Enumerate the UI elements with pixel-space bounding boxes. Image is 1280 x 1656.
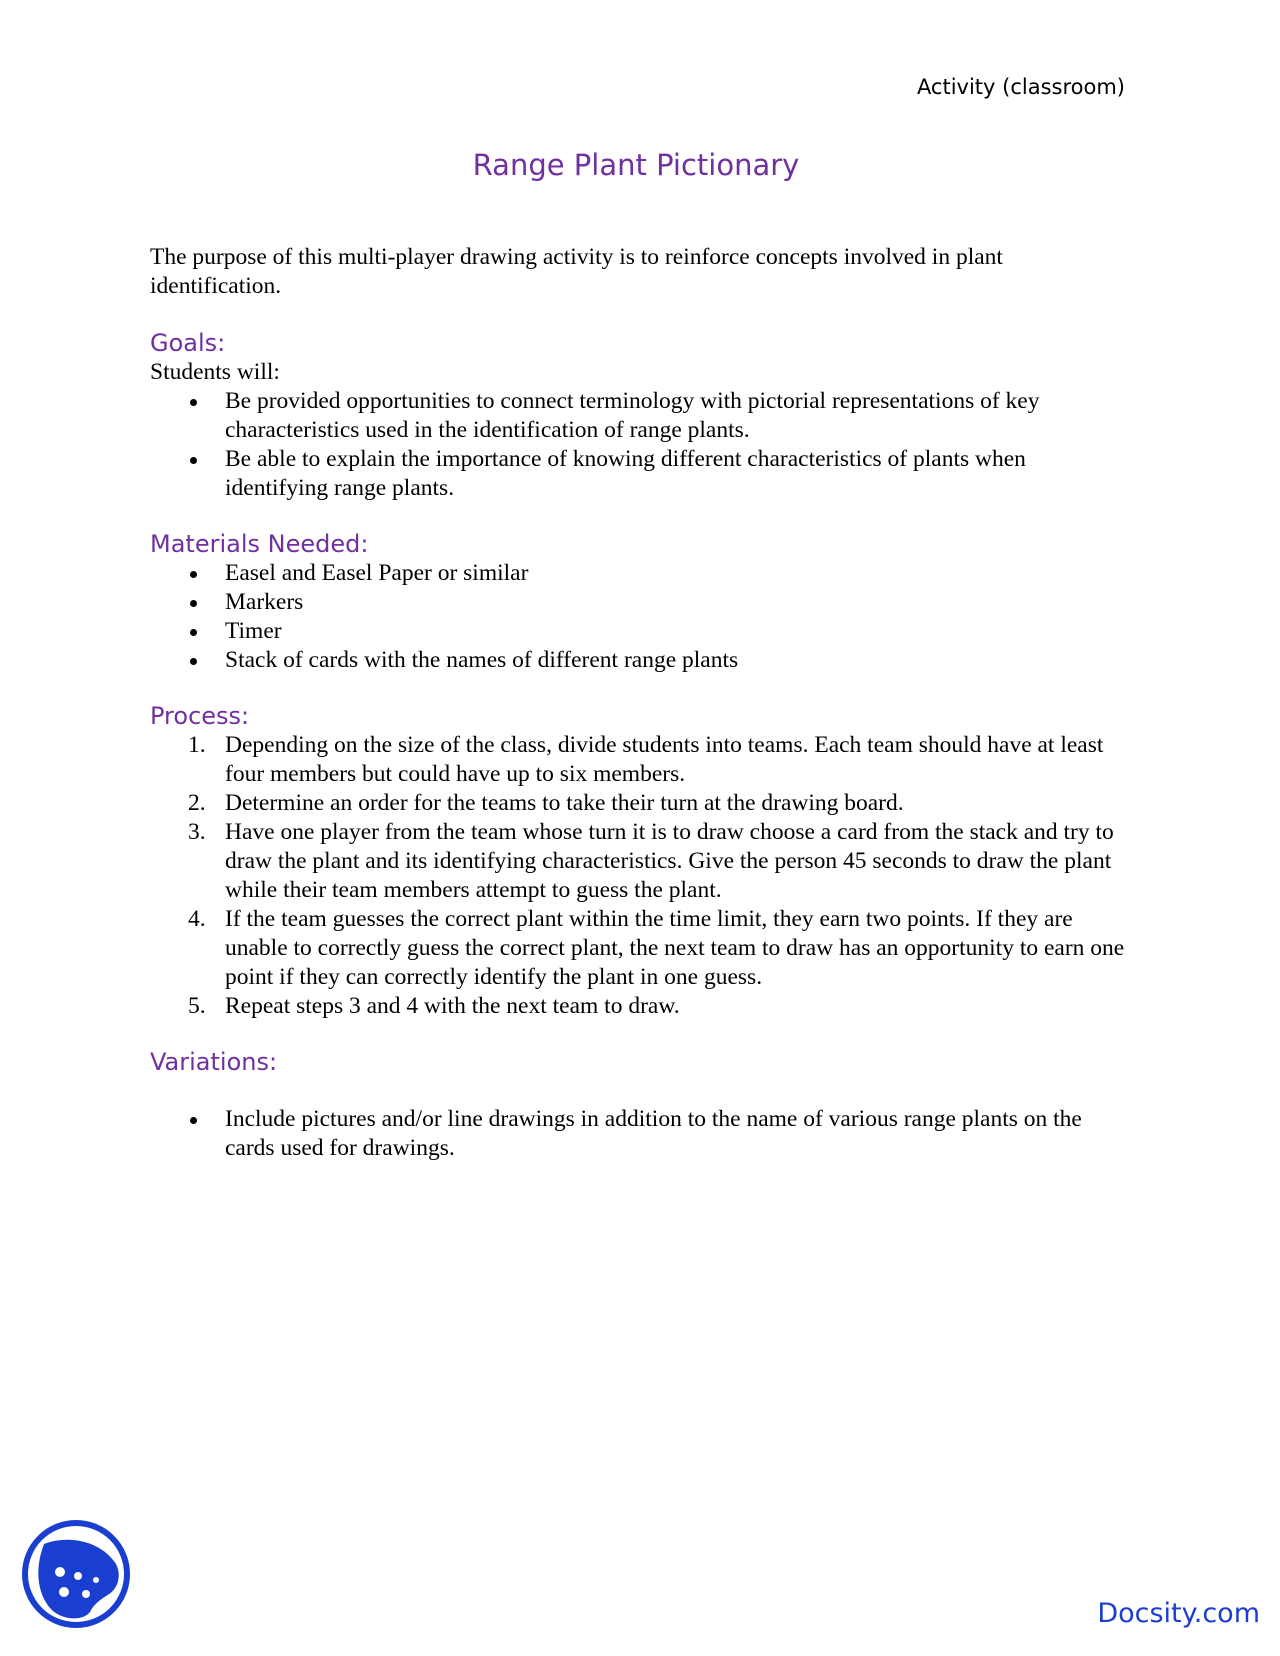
list-item: Be able to explain the importance of knowing different characteristics of plants when identifying range plants. [150, 445, 1125, 503]
process-heading: Process: [150, 702, 250, 730]
process-step [150, 731, 1125, 789]
variations-heading: Variations: [150, 1048, 278, 1076]
goals-lead: Students will: [150, 359, 280, 385]
variations-list [150, 1105, 1125, 1163]
process-step [150, 905, 1125, 992]
step-text: Have one player from the team whose turn it is to draw choose a card from the stack and try to draw the plant and its identifying characteristics. Give the person 45 seconds to draw the plant while their team members attempt to guess the plant. [225, 819, 1114, 903]
list-item: Include pictures and/or line drawings in addition to the name of various range plants on the cards used for drawings. [150, 1105, 1125, 1163]
docsity-brand-link[interactable]: Docsity.com [1097, 1598, 1260, 1629]
list-item: Easel and Easel Paper or similar [150, 559, 1125, 588]
step-text: Repeat steps 3 and 4 with the next team to draw. [225, 993, 680, 1019]
goals-list [150, 387, 1125, 503]
activity-type-label: Activity (classroom) [916, 75, 1125, 99]
step-number: 3. [188, 819, 206, 845]
step-number: 1. [188, 732, 206, 758]
process-steps [150, 731, 1125, 1021]
materials-list [150, 559, 1125, 675]
process-step [150, 789, 1125, 818]
intro-paragraph: The purpose of this multi-player drawing activity is to reinforce concepts involved in plant identification. [150, 244, 1003, 299]
step-text: Depending on the size of the class, divide students into teams. Each team should have at least four members but could have up to six members. [225, 732, 1104, 787]
step-text: If the team guesses the correct plant within the time limit, they earn two points. If they are unable to correctly guess the correct plant, the next team to draw has an opportunity to earn one point if they can correctly identify the plant in one guess. [225, 906, 1125, 990]
materials-heading: Materials Needed: [150, 530, 369, 558]
docsity-logo-icon[interactable] [20, 1518, 132, 1630]
document-body [150, 243, 1125, 1163]
process-step [150, 818, 1125, 905]
process-step [150, 992, 1125, 1021]
step-number: 2. [188, 790, 206, 816]
step-number: 4. [188, 906, 206, 932]
list-item: Timer [150, 617, 1125, 646]
list-item: Stack of cards with the names of different range plants [150, 646, 1125, 675]
step-text: Determine an order for the teams to take their turn at the drawing board. [225, 790, 904, 816]
page-title: Range Plant Pictionary [472, 148, 800, 182]
list-item: Be provided opportunities to connect terminology with pictorial representations of key characteristics used in the identification of range plants. [150, 387, 1125, 445]
goals-heading: Goals: [150, 329, 226, 357]
step-number: 5. [188, 993, 206, 1019]
list-item: Markers [150, 588, 1125, 617]
